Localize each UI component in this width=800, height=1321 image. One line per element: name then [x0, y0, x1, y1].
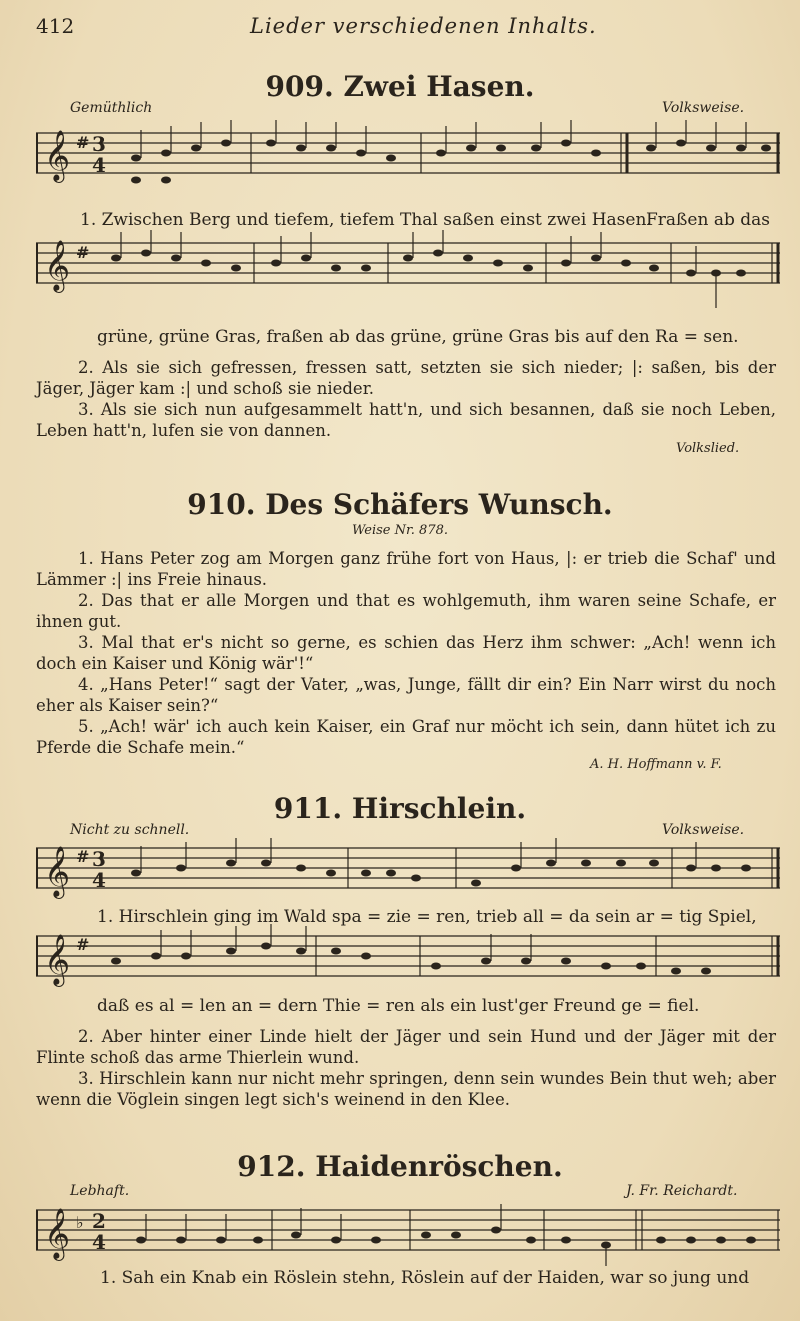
song-910-author: A. H. Hoffmann v. F.	[590, 757, 722, 772]
song-911-lyric-2: daß es al = len an = dern Thie = ren als ein lust'ger Freund ge = fiel.	[97, 996, 700, 1016]
song-910-verse-2: 2. Das that er alle Morgen und that es wohlgemuth, ihm waren seine Schafe, er ihnen gut.	[36, 591, 776, 631]
song-910-verse-1: 1. Hans Peter zog am Morgen ganz frühe fort von Haus, |: er trieb die Schaf' und Lämmer :| ins Freie hinaus.	[36, 549, 776, 589]
song-910-title: 910. Des Schäfers Wunsch.	[187, 488, 613, 521]
svg-text:4: 4	[92, 1230, 106, 1254]
song-911-title: 911. Hirschlein.	[273, 792, 527, 825]
svg-text:♭: ♭	[76, 1213, 84, 1232]
svg-text:4: 4	[92, 153, 106, 177]
song-911-lyric-1: 1. Hirschlein ging im Wald spa = zie = ren, trieb all = da sein ar = tig Spiel,	[97, 907, 757, 927]
song-911-staff-1	[36, 836, 780, 906]
song-909-verse-2: 2. Als sie sich gefressen, fressen satt, setzten sie sich nieder; |: saßen, bis der Jäger, Jäger kam :| und schoß sie nieder.	[36, 358, 776, 398]
song-910-verse-4: 4. „Hans Peter!“ sagt der Vater, „was, Junge, fällt dir ein? Ein Narr wirst du noch eher als Kaiser sein?“	[36, 675, 776, 715]
song-911-tempo: Nicht zu schnell.	[70, 822, 190, 838]
svg-text:2: 2	[92, 1209, 106, 1233]
song-912-tempo: Lebhaft.	[70, 1183, 130, 1199]
song-910-verse-5: 5. „Ach! wär' ich auch kein Kaiser, ein Graf nur möcht ich sein, dann hütet ich zu Pferde die Schafe mein.“	[36, 717, 776, 757]
page-number: 412	[36, 14, 75, 38]
svg-text:𝄞: 𝄞	[44, 1208, 71, 1259]
svg-text:3: 3	[92, 847, 106, 871]
song-912-staff-1	[36, 1196, 780, 1268]
svg-text:𝄞: 𝄞	[44, 846, 71, 897]
song-911-verse-3: 3. Hirschlein kann nur nicht mehr springen, denn sein wundes Bein thut weh; aber wenn die Vöglein singen legt sich's weinend in den Klee.	[36, 1069, 776, 1109]
song-909-title: 909. Zwei Hasen.	[265, 70, 535, 103]
song-910-melody-ref: Weise Nr. 878.	[351, 523, 449, 538]
song-909-source: Volkslied.	[676, 441, 740, 456]
song-909-tempo: Gemüthlich	[70, 100, 153, 116]
song-912-title: 912. Haidenröschen.	[237, 1150, 563, 1183]
song-909-verses	[36, 357, 776, 441]
svg-text:𝄞: 𝄞	[44, 934, 71, 985]
svg-text:4: 4	[92, 868, 106, 892]
svg-text:#: #	[76, 133, 90, 152]
song-909-lyric-1: 1. Zwischen Berg und tiefem, tiefem Thal saßen einst zwei Hasen.	[80, 210, 652, 230]
running-head: Lieder verschiedenen Inhalts.	[250, 14, 597, 38]
svg-text:#: #	[76, 847, 90, 866]
svg-text:𝄞: 𝄞	[44, 130, 71, 181]
song-909-lyric-2: grüne, grüne Gras, fraßen ab das grüne, grüne Gras bis auf den Ra = sen.	[97, 327, 739, 347]
song-911-staff-2	[36, 924, 780, 994]
song-910-verses	[36, 548, 776, 758]
svg-text:#: #	[76, 243, 90, 262]
song-909-lyric-1-tail: Fraßen ab das	[646, 210, 770, 230]
song-911-verses	[36, 1026, 776, 1110]
song-912-lyric-1: 1. Sah ein Knab ein Röslein stehn, Röslein auf der Haiden, war so jung und	[100, 1268, 750, 1288]
svg-text:3: 3	[92, 132, 106, 156]
song-909-staff-1	[36, 118, 780, 208]
song-912-composer: J. Fr. Reichardt.	[626, 1183, 738, 1199]
song-909-staff-2	[36, 228, 780, 318]
song-909-verse-3: 3. Als sie sich nun aufgesammelt hatt'n, und sich besannen, daß sie noch Leben, Leben hatt'n, lufen sie von dannen.	[36, 400, 776, 440]
song-911-origin: Volksweise.	[662, 822, 745, 838]
svg-text:#: #	[76, 935, 90, 954]
song-911-verse-2: 2. Aber hinter einer Linde hielt der Jäger und sein Hund und der Jäger mit der Flinte schoß das arme Thierlein wund.	[36, 1027, 776, 1067]
song-910-verse-3: 3. Mal that er's nicht so gerne, es schien das Herz ihm schwer: „Ach! wenn ich doch ein Kaiser und König wär'!“	[36, 633, 776, 673]
song-909-origin: Volksweise.	[662, 100, 745, 116]
svg-text:𝄞: 𝄞	[44, 240, 71, 291]
